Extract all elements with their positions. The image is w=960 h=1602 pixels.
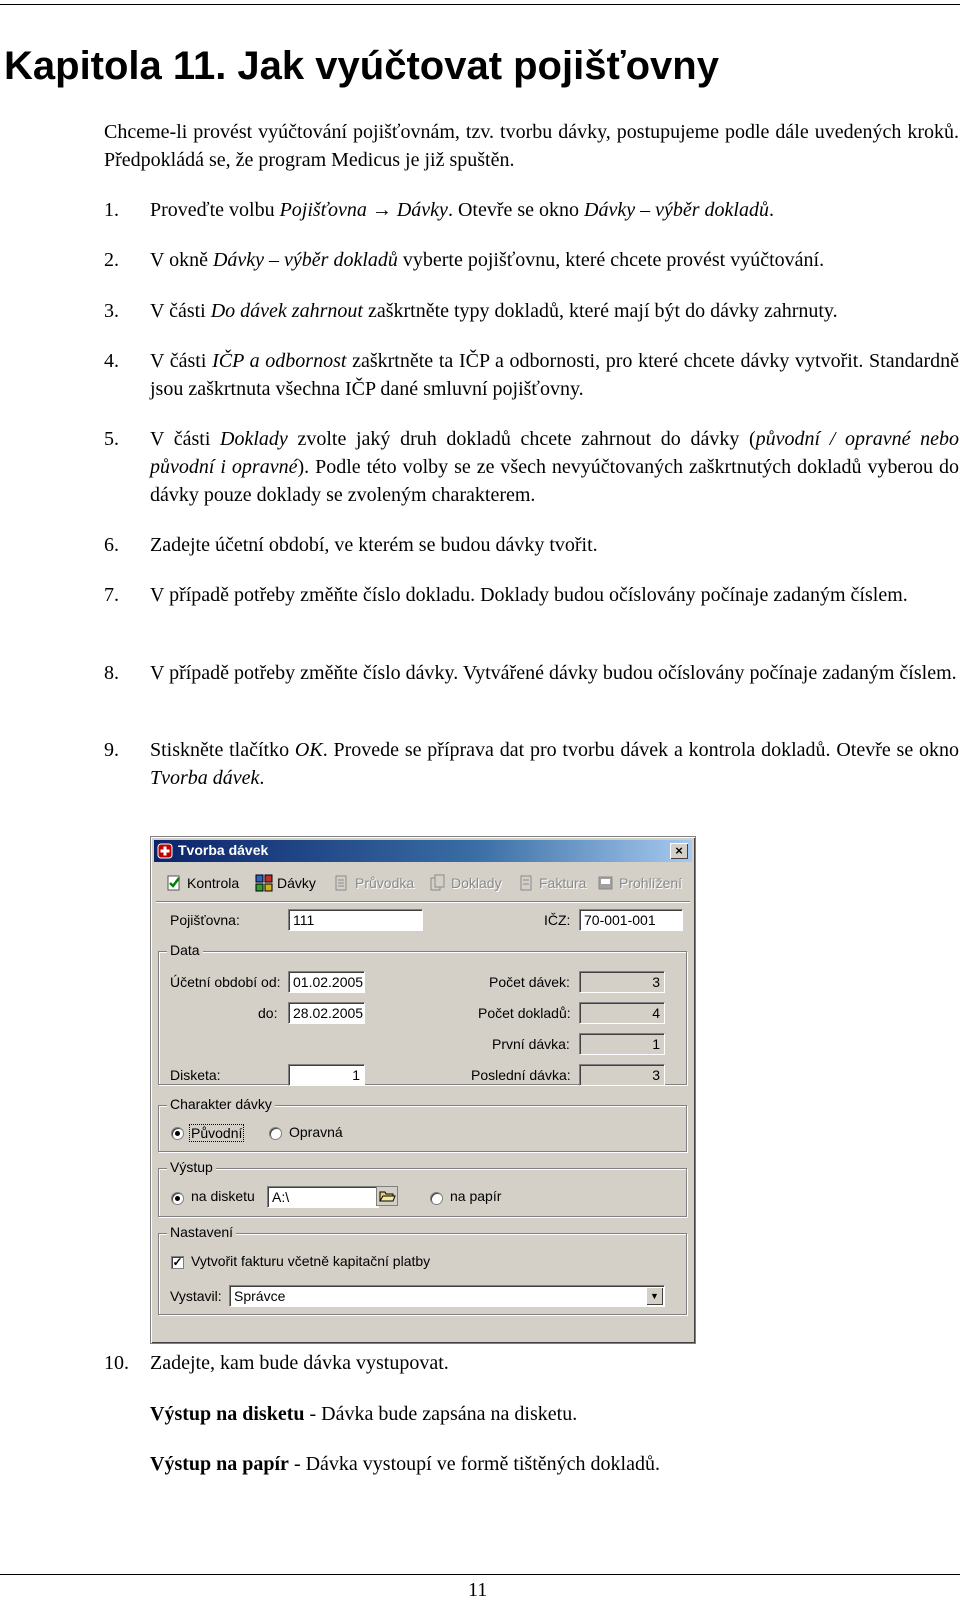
dialog-title: Tvorba dávek [178,842,269,858]
opravna-radio[interactable] [269,1127,282,1140]
step-text: V části Do dávek zahrnout zaškrtněte typy dokladů, které mají být do dávky zahrnuty. [150,300,838,322]
step-number: 6. [104,534,119,556]
na-disketu-label[interactable]: na disketu [191,1188,255,1204]
faktura-checkbox-label[interactable]: Vytvořit fakturu včetně kapitační platby [191,1253,431,1269]
check-document-icon [165,874,183,892]
kontrola-label: Kontrola [187,875,240,891]
prvni-davka-label: První dávka: [492,1036,570,1052]
prohlizeni-button[interactable] [597,870,682,896]
documents-icon [429,874,447,892]
step-text: Zadejte, kam bude dávka vystupovat. [150,1352,449,1374]
intro-paragraph: Chceme-li provést vyúčtování pojišťovnám, tzv. tvorbu dávky, postupujeme podle dále uvedených kroků. Předpokládá se, že program Medicus je již spuštěn. [104,121,959,171]
close-button[interactable]: × [670,843,688,859]
obdobi-do-field[interactable]: 28.02.2005 [288,1002,365,1024]
step-text: V okně Dávky – výběr dokladů vyberte pojišťovnu, které chcete provést vyúčtování. [150,249,825,271]
vystavil-combobox[interactable]: Správce [229,1285,665,1307]
disk-path-field[interactable]: A:\ [267,1186,379,1208]
tvorba-davek-dialog [150,836,696,1344]
pocet-dokladu-field: 4 [579,1002,665,1024]
doklady-button[interactable] [429,870,502,896]
document-icon [333,874,351,892]
vystavil-label: Vystavil: [170,1288,222,1304]
step-number: 7. [104,584,119,606]
step-text: V části Doklady zvolte jaký druh dokladů chcete zahrnout do dávky (původní / opravné nebo původní i opravné). Podle této volby se ze všech nevyúčtovaných zaškrtnutých dokladů vyberou do dávky pouze doklady se zvoleným charakterem. [150,428,960,506]
step-text: Zadejte účetní období, ve kterém se budou dávky tvořit. [150,534,598,556]
step-number: 3. [104,300,119,322]
posledni-davka-label: Poslední dávka: [471,1067,571,1083]
pocet-davek-field: 3 [579,971,665,993]
doklady-label: Doklady [451,875,502,891]
step-number: 4. [104,350,119,372]
invoice-icon [517,874,535,892]
step-text: V části IČP a odbornost zaškrtněte ta IČP a odbornosti, pro které chcete dávky vytvořit. Standardně jsou zaškrtnuta všechna IČP dané smluvní pojišťovny. [150,350,960,400]
dialog-toolbar [159,870,687,896]
disketa-field[interactable]: 1 [288,1064,365,1086]
puvodni-label[interactable]: Původní [191,1125,243,1141]
na-papir-label[interactable]: na papír [450,1188,502,1204]
na-papir-radio[interactable] [430,1192,443,1205]
puvodni-radio[interactable] [171,1127,184,1140]
na-disketu-radio[interactable] [171,1192,184,1205]
step-text: Stiskněte tlačítko OK. Provede se příprava dat pro tvorbu dávek a kontrola dokladů. Otevře se okno Tvorba dávek. [150,739,959,789]
step-number: 8. [104,662,119,684]
data-group-title: Data [167,942,203,958]
pruvodka-button[interactable] [333,870,414,896]
pocet-dokladu-label: Počet dokladů: [478,1005,571,1021]
step-number: 5. [104,428,119,450]
faktura-label: Faktura [539,875,587,891]
page-number: 11 [468,1579,488,1601]
dialog-titlebar [154,840,692,862]
step-number: 2. [104,249,119,271]
pojistovna-field[interactable]: 111 [288,909,423,931]
charakter-group-title: Charakter dávky [167,1096,275,1112]
prohlizeni-label: Prohlížení [619,875,683,891]
davky-button[interactable] [255,870,316,896]
step-number: 10. [104,1352,129,1374]
kontrola-button[interactable] [165,870,239,896]
dropdown-arrow-icon[interactable]: ▼ [646,1287,663,1305]
obdobi-do-label: do: [258,1005,278,1021]
preview-icon [597,874,615,892]
step-number: 1. [104,199,119,221]
davky-label: Dávky [277,875,316,891]
chapter-heading: Kapitola 11. Jak vyúčtovat pojišťovny [4,44,719,88]
step-text: V případě potřeby změňte číslo dokladu. Doklady budou očíslovány počínaje zadaným číslem. [150,584,908,606]
obdobi-od-field[interactable]: 01.02.2005 [288,971,365,993]
output-note: Výstup na papír - Dávka vystoupí ve formě tištěných dokladů. [150,1453,660,1475]
top-rule [0,4,960,5]
step-number: 9. [104,739,119,761]
step-text: V případě potřeby změňte číslo dávky. Vytvářené dávky budou očíslovány počínaje zadaným číslem. [150,662,957,684]
faktura-button[interactable] [517,870,586,896]
pojistovna-label: Pojišťovna: [170,912,240,928]
icz-field[interactable]: 70-001-001 [579,909,683,931]
bottom-rule [0,1574,960,1575]
pocet-davek-label: Počet dávek: [489,974,570,990]
obdobi-od-label: Účetní období od: [170,974,281,990]
disketa-label: Disketa: [170,1067,221,1083]
vystup-group-title: Výstup [167,1159,216,1175]
prvni-davka-field: 1 [579,1033,665,1055]
icz-label: IČZ: [544,912,571,928]
toolbar-separator [156,901,690,903]
output-note: Výstup na disketu - Dávka bude zapsána na disketu. [150,1403,578,1425]
pruvodka-label: Průvodka [355,875,415,891]
step-text: Proveďte volbu Pojišťovna → Dávky. Otevře se okno Dávky – výběr dokladů. [150,199,774,221]
open-folder-icon[interactable] [376,1186,398,1206]
nastaveni-group-title: Nastavení [167,1224,236,1240]
app-icon [157,843,173,859]
faktura-checkbox[interactable]: ✓ [172,1255,183,1269]
posledni-davka-field: 3 [579,1064,665,1086]
opravna-label[interactable]: Opravná [289,1124,343,1140]
batches-icon [255,874,273,892]
